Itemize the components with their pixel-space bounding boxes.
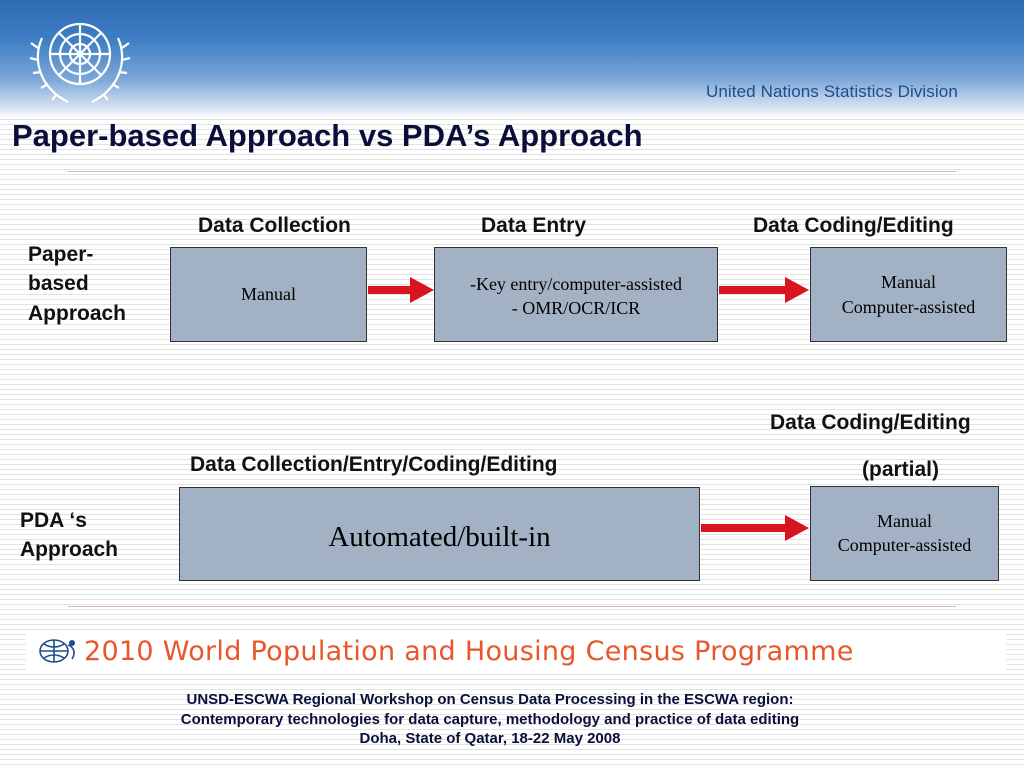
footer-line: Doha, State of Qatar, 18-22 May 2008 [359,730,621,747]
paper-collection-box [170,247,367,342]
paper-coding-box [810,247,1007,342]
pda-approach-label-line: PDA ‘s [20,509,87,532]
box-text: - OMR/OCR/ICR [511,298,641,319]
box-text: Manual [241,284,296,305]
box-text: -Key entry/computer-assisted [469,274,683,294]
paper-approach-label-line: Approach [28,301,127,325]
stage-label-data-entry: Data Entry [481,214,587,237]
stage-label-data-collection: Data Collection [198,214,351,237]
box-text: Manual [881,272,936,293]
footer-line: UNSD-ESCWA Regional Workshop on Census Data Processing in the ESCWA region: [186,691,794,708]
organization-name: United Nations Statistics Division [706,82,958,101]
pda-automated-box [179,487,700,581]
stage-label-coding-partial: Data Coding/Editing [770,411,971,434]
footer-divider [68,606,956,607]
arrow-right-icon [719,277,809,303]
box-text: Manual [877,511,932,531]
pda-approach-label [20,506,118,565]
paper-approach-label-line: based [28,272,89,296]
stage-label-data-coding-editing: Data Coding/Editing [753,214,954,237]
arrow-right-icon [701,515,809,541]
census-banner-text: 2010 World Population and Housing Census Programme [84,636,854,667]
census-banner [26,631,1006,671]
census-globe-icon [32,635,80,667]
un-emblem-icon [24,8,136,112]
stage-label-partial: (partial) [862,458,940,481]
arrow-right-icon [368,277,434,303]
box-text: Computer-assisted [837,535,972,556]
box-text: Automated/built-in [328,521,551,553]
box-text: Computer-assisted [841,296,976,317]
footer-line: Contemporary technologies for data capture, methodology and practice of data editing [180,710,800,728]
paper-approach-label [28,240,126,328]
workshop-footer [0,690,980,749]
paper-approach-label-line: Paper- [28,243,94,266]
pda-approach-label-line: Approach [20,538,119,562]
pda-coding-box [810,486,999,581]
slide-title: Paper-based Approach vs PDA’s Approach [12,118,643,153]
paper-entry-box [434,247,718,342]
title-divider [68,171,956,172]
stage-label-combined: Data Collection/Entry/Coding/Editing [190,453,558,476]
